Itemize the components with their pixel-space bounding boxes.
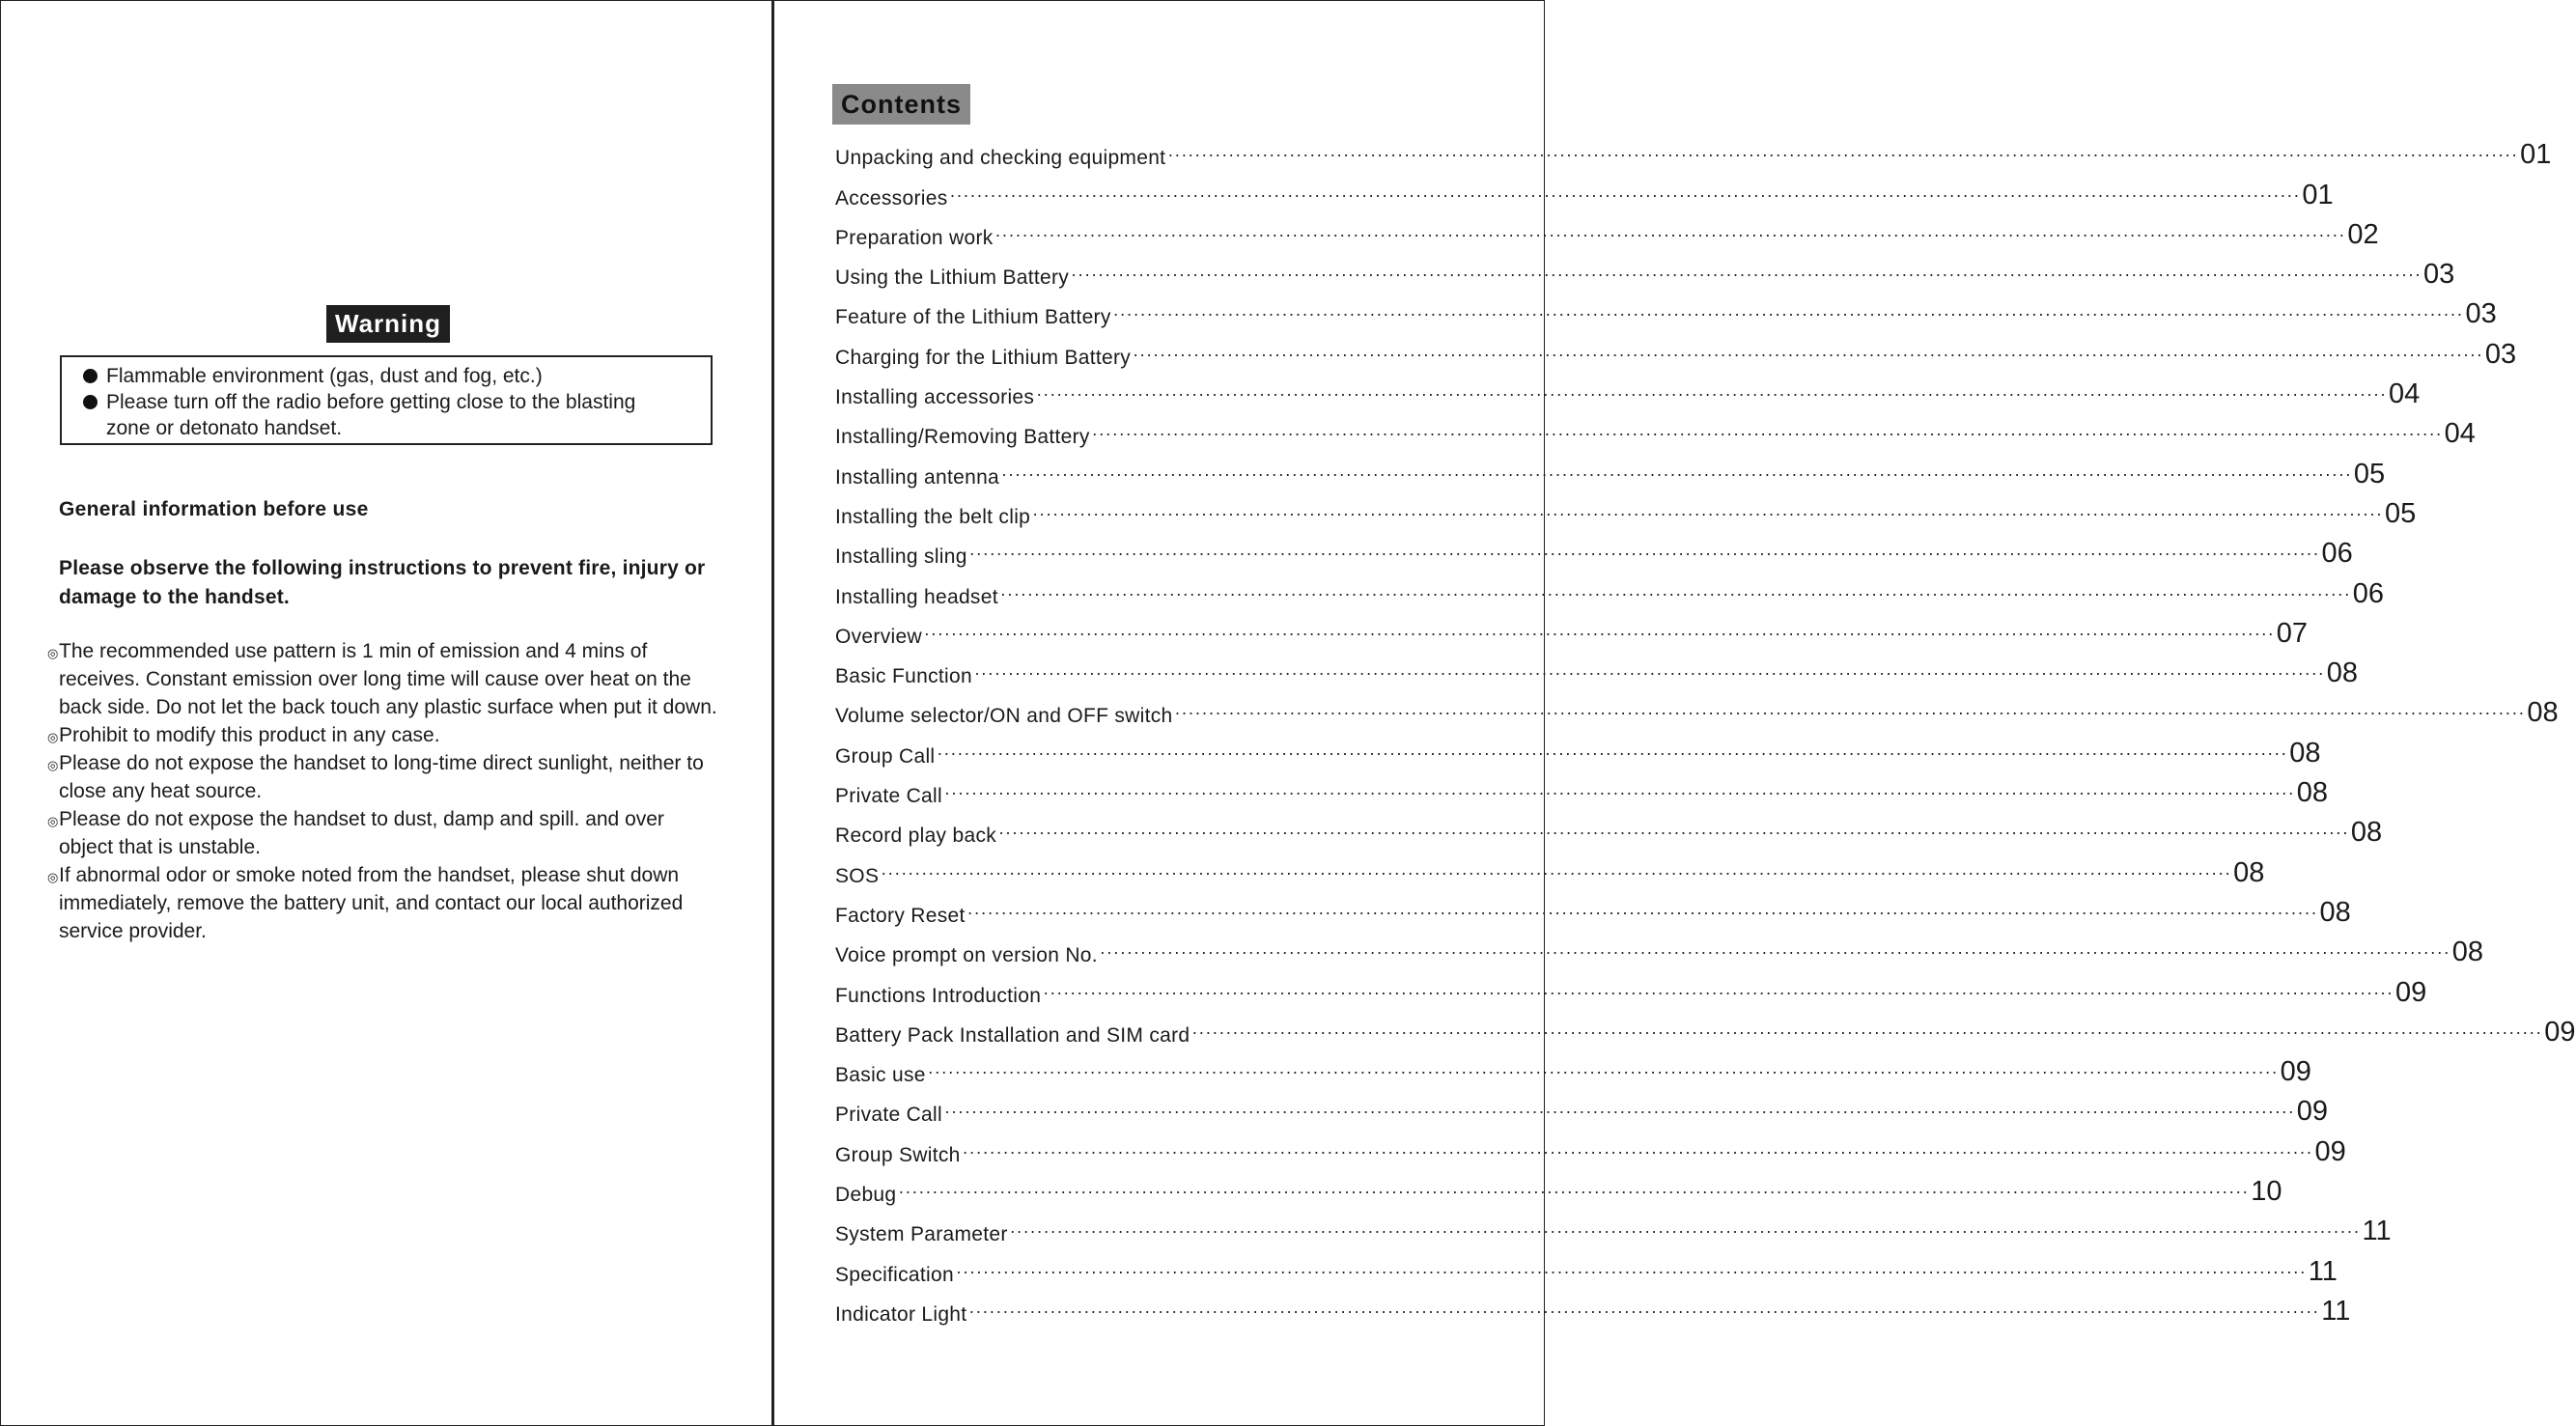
toc-label: Volume selector/ON and OFF switch <box>835 705 1173 728</box>
toc-page-number: 04 <box>2389 378 2421 410</box>
toc-page-number: 04 <box>2444 418 2476 450</box>
toc-leader-dots: ········································································································································································································ <box>898 1182 2250 1202</box>
toc-entry[interactable] <box>835 412 2476 452</box>
toc-label: Feature of the Lithium Battery <box>835 306 1111 329</box>
toc-label: Private Call <box>835 1104 942 1127</box>
toc-leader-dots: ········································································································································································································ <box>937 742 2288 763</box>
toc-entry[interactable] <box>835 253 2455 293</box>
toc-leader-dots: ········································································································································································································ <box>1091 424 2443 444</box>
toc-leader-dots: ········································································································································································································ <box>966 902 2318 922</box>
toc-label: Specification <box>835 1263 954 1286</box>
toc-leader-dots: ········································································································································································································ <box>1133 344 2483 364</box>
toc-leader-dots: ········································································································································································································ <box>1043 982 2394 1002</box>
toc-leader-dots: ········································································································································································································ <box>943 1102 2295 1122</box>
toc-leader-dots: ········································································································································································································ <box>962 1141 2313 1161</box>
rule-text: Please do not expose the handset to dust, damp and spill. and over object that is unstable. <box>59 808 664 858</box>
page-divider <box>771 1 774 1425</box>
toc-page-number: 01 <box>2302 179 2334 210</box>
circle-bullet-icon: ◎ <box>47 730 59 744</box>
toc-page-number: 07 <box>2276 617 2309 649</box>
toc-entry[interactable] <box>835 851 2265 890</box>
toc-page-number: 11 <box>2321 1295 2351 1327</box>
toc-leader-dots: ········································································································································································································ <box>999 583 2351 603</box>
toc-entry[interactable] <box>835 1210 2392 1249</box>
toc-page-number: 08 <box>2289 737 2321 769</box>
toc-entry[interactable] <box>835 532 2353 572</box>
contents-title: Contents <box>832 84 970 125</box>
toc-leader-dots: ········································································································································································································ <box>1099 942 2450 963</box>
toc-leader-dots: ········································································································································································································ <box>1001 463 2352 484</box>
rule-text: Prohibit to modify this product in any case. <box>59 724 440 746</box>
warning-text: Please turn off the radio before getting close to the blasting <box>106 391 636 413</box>
rule-item <box>47 749 723 805</box>
toc-page-number: 02 <box>2347 218 2379 250</box>
toc-entry[interactable] <box>835 373 2421 412</box>
toc-entry[interactable] <box>835 1130 2346 1169</box>
rule-text: If abnormal odor or smoke noted from the handset, please shut down immediately, remove the battery unit, and contact our local authorized service provider. <box>59 864 684 942</box>
toc-entry[interactable] <box>835 173 2334 212</box>
toc-page-number: 08 <box>2451 937 2483 968</box>
toc-label: Private Call <box>835 785 942 808</box>
toc-label: Preparation work <box>835 226 994 249</box>
toc-page-number: 08 <box>2233 856 2265 888</box>
toc-leader-dots: ········································································································································································································ <box>943 783 2295 803</box>
toc-entry[interactable] <box>835 133 2552 173</box>
toc-label: Factory Reset <box>835 904 966 927</box>
toc-leader-dots: ········································································································································································································ <box>1036 384 2388 405</box>
toc-entry[interactable] <box>835 332 2517 372</box>
circle-bullet-icon: ◎ <box>47 814 59 828</box>
toc-leader-dots: ········································································································································································································ <box>949 184 2301 205</box>
toc-page-number: 11 <box>2308 1255 2338 1287</box>
toc-page-number: 03 <box>2465 298 2497 330</box>
toc-entry[interactable] <box>835 771 2329 811</box>
toc-page-number: 03 <box>2422 259 2455 291</box>
toc-entry[interactable] <box>835 1011 2576 1050</box>
toc-page-number: 10 <box>2251 1176 2282 1208</box>
toc-entry[interactable] <box>835 652 2359 691</box>
toc-entry[interactable] <box>835 1290 2351 1329</box>
toc-label: Battery Pack Installation and SIM card <box>835 1023 1190 1047</box>
instruction-heading: Please observe the following instructions to prevent fire, injury or damage to the handset. <box>59 557 706 608</box>
toc-label: Charging for the Lithium Battery <box>835 346 1132 369</box>
toc-page-number: 08 <box>2326 657 2359 689</box>
warning-item <box>83 389 701 415</box>
toc-label: Group Call <box>835 744 936 768</box>
toc-page-number: 08 <box>2319 896 2351 928</box>
toc-entry[interactable] <box>835 691 2559 731</box>
toc-entry[interactable] <box>835 572 2384 611</box>
toc-page-number: 08 <box>2350 817 2383 849</box>
toc-label: Debug <box>835 1184 897 1207</box>
toc-leader-dots: ········································································································································································································ <box>994 224 2346 244</box>
toc-leader-dots: ········································································································································································································ <box>1032 503 2383 523</box>
warning-item-continued <box>83 415 701 441</box>
toc-page-number: 06 <box>2352 577 2384 609</box>
toc-label: Indicator Light <box>835 1302 967 1326</box>
circle-bullet-icon: ◎ <box>47 646 59 660</box>
toc-label: Basic Function <box>835 665 972 688</box>
warning-title: Warning <box>326 305 450 343</box>
toc-page-number: 05 <box>2353 458 2386 489</box>
warning-text: zone or detonato handset. <box>106 417 343 439</box>
toc-entry[interactable] <box>835 811 2383 851</box>
toc-entry[interactable] <box>835 1050 2311 1090</box>
warning-text: Flammable environment (gas, dust and fog, etc.) <box>106 365 543 387</box>
toc-page-number: 08 <box>2527 697 2559 729</box>
toc-entry[interactable] <box>835 492 2417 532</box>
rules-list <box>47 637 723 945</box>
toc-label: Installing accessories <box>835 386 1035 409</box>
rule-text: The recommended use pattern is 1 min of emission and 4 mins of receives. Constant emission over long time will cause over heat on the back side. Do not let the back touch any plastic surface when put it down. <box>59 640 717 718</box>
toc-leader-dots: ········································································································································································································ <box>968 1300 2320 1321</box>
toc-leader-dots: ········································································································································································································ <box>881 862 2232 882</box>
circle-bullet-icon: ◎ <box>47 758 59 772</box>
toc-page-number: 03 <box>2484 338 2517 370</box>
toc-leader-dots: ········································································································································································································ <box>1174 703 2526 723</box>
bullet-dot-icon <box>83 395 98 409</box>
toc-leader-dots: ········································································································································································································ <box>923 623 2275 643</box>
warning-box <box>60 355 713 445</box>
toc-label: Installing antenna <box>835 465 1000 489</box>
toc-leader-dots: ········································································································································································································ <box>1071 265 2422 285</box>
toc-label: Unpacking and checking equipment <box>835 147 1166 170</box>
toc-label: Overview <box>835 625 922 648</box>
toc-page-number: 05 <box>2384 497 2417 529</box>
rule-item <box>47 721 723 749</box>
toc-label: Group Switch <box>835 1143 961 1166</box>
toc-label: Basic use <box>835 1064 926 1087</box>
toc-leader-dots: ········································································································································································································ <box>1167 145 2519 165</box>
toc-label: Functions Introduction <box>835 984 1042 1007</box>
toc-page-number: 01 <box>2520 139 2552 171</box>
circle-bullet-icon: ◎ <box>47 870 59 884</box>
toc-label: Installing the belt clip <box>835 505 1031 528</box>
toc-entry[interactable] <box>835 891 2351 931</box>
toc-leader-dots: ········································································································································································································ <box>1112 304 2464 324</box>
toc-leader-dots: ········································································································································································································ <box>927 1062 2279 1082</box>
toc-leader-dots: ········································································································································································································ <box>968 544 2320 564</box>
toc-label: Installing/Removing Battery <box>835 426 1090 449</box>
toc-entry[interactable] <box>835 213 2379 253</box>
toc-page-number: 09 <box>2296 1096 2329 1128</box>
toc-entry[interactable] <box>835 612 2309 652</box>
toc-page-number: 11 <box>2362 1216 2392 1247</box>
toc-entry[interactable] <box>835 1170 2282 1210</box>
toc-label: SOS <box>835 864 880 887</box>
toc-entry[interactable] <box>835 452 2386 491</box>
toc-entry[interactable] <box>835 1090 2329 1130</box>
toc-page-number: 09 <box>2280 1056 2311 1088</box>
toc-page-number: 06 <box>2321 538 2353 570</box>
toc-entry[interactable] <box>835 731 2321 770</box>
toc-page-number: 09 <box>2314 1135 2346 1167</box>
toc-page-number: 08 <box>2296 777 2329 809</box>
toc-label: Voice prompt on version No. <box>835 944 1098 967</box>
rule-item <box>47 637 723 721</box>
toc-label: Record play back <box>835 825 997 848</box>
table-of-contents <box>835 133 2576 1329</box>
warning-item <box>83 363 701 389</box>
toc-leader-dots: ········································································································································································································ <box>1191 1021 2543 1042</box>
toc-entry[interactable] <box>835 970 2427 1010</box>
rule-item <box>47 861 723 945</box>
toc-leader-dots: ········································································································································································································ <box>973 663 2325 684</box>
toc-page-number: 09 <box>2395 976 2427 1008</box>
toc-leader-dots: ········································································································································································································ <box>955 1261 2307 1281</box>
rule-text: Please do not expose the handset to long-time direct sunlight, neither to close any heat source. <box>59 752 704 802</box>
bullet-dot-icon <box>83 369 98 383</box>
toc-leader-dots: ········································································································································································································ <box>998 823 2349 843</box>
toc-label: Installing headset <box>835 585 998 608</box>
toc-label: System Parameter <box>835 1223 1008 1246</box>
toc-label: Using the Lithium Battery <box>835 266 1070 290</box>
toc-page-number: 09 <box>2544 1016 2576 1048</box>
toc-label: Accessories <box>835 186 948 210</box>
toc-entry[interactable] <box>835 931 2483 970</box>
toc-entry[interactable] <box>835 1249 2338 1289</box>
toc-leader-dots: ········································································································································································································ <box>1009 1221 2361 1242</box>
toc-entry[interactable] <box>835 293 2497 332</box>
general-info-heading: General information before use <box>59 498 369 520</box>
rule-item <box>47 805 723 861</box>
toc-label: Installing sling <box>835 545 967 569</box>
